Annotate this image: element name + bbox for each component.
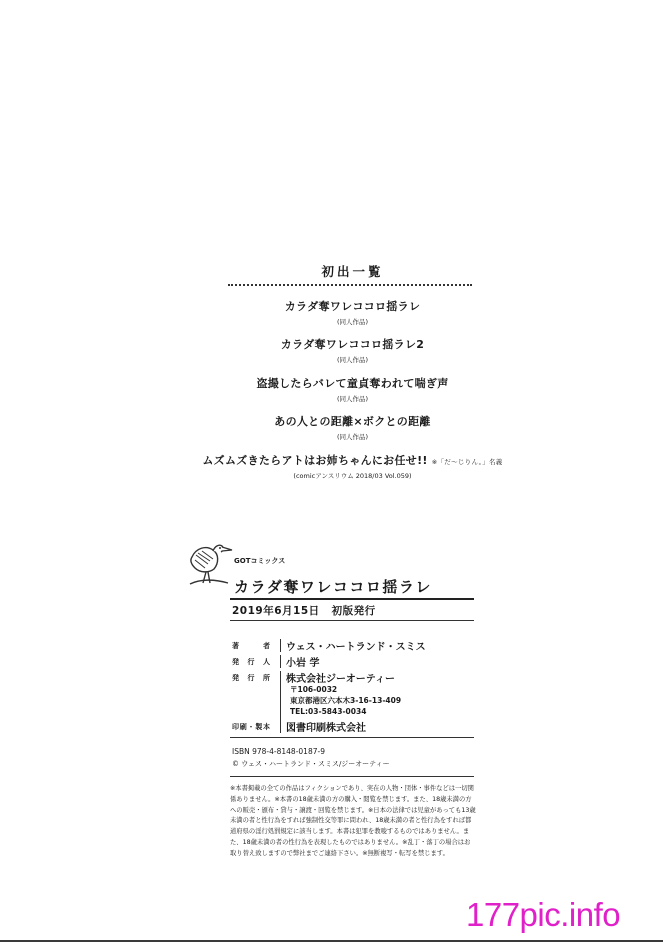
credit-separator [280,655,281,668]
toc-entry-note: (同人作品) [336,318,369,326]
toc-entry [0,413,663,441]
pen-name-note: ※「だ〜じりん。」名義 [431,458,503,466]
address: 東京都港区六本木3-16-13-409 [290,696,402,705]
book-title: カラダ奪ワレココロ揺ラレ [234,578,432,596]
toc-entry-note: (同人作品) [336,433,369,441]
title-divider [230,598,474,600]
toc-entry [0,336,663,364]
author-name: ウェス・ハートランド・スミス [286,642,426,653]
date-divider [230,620,474,621]
toc-entry-note: (同人作品) [336,356,369,364]
publisher-name: 株式会社ジーオーティー [286,674,395,685]
toc-entry-title-row [0,452,663,468]
printer-label: 印刷・製本 [232,723,270,731]
toc-entry-title: ムズムズきたらアトはお姉ちゃんにお任せ!! [202,454,428,467]
credit-separator [280,639,281,652]
imprint-label: GOTコミックス [234,557,286,565]
credits-divider [230,737,474,738]
toc-entry-title: カラダ奪ワレココロ揺ラレ [284,300,421,313]
postal-code: 〒106-0032 [290,685,338,694]
copyright: © ウェス・ハートランド・スミス/ジーオーティー [232,760,390,768]
watermark: 177pic.info [466,896,621,933]
bird-icon [186,541,234,587]
toc-entry-title: あの人との距離×ボクとの距離 [274,415,431,428]
publication-date-row [232,603,376,618]
notice-divider [230,776,474,777]
toc-entry-title: 盗撮したらバレて童貞奪われて喘ぎ声 [256,377,449,390]
author-label: 著者 [232,642,270,650]
legal-notice: ※本書掲載の全ての作品はフィクションであり、実在の人物・団体・事件などは一切関係ありません。※本書の18歳未満の方の購入・閲覧を禁じます。また、18歳未満の方への販売・頒布・貸与・譲渡・回覧を禁じます。※日本の法律では児童があっても13歳未満の者と性行為をすれば強制性交等罪に問われ、18歳未満の者と性行為をすれば都道府県の淫行処罰規定に該当します。本書は犯罪を教唆するものではありません。また、18歳未満の者の性行為を表現したものではありません。※乱丁・落丁の場合はお取り替え致しますので弊社までご連絡下さい。※無断複写・転写を禁じます。 [230,785,476,857]
printer-name: 図書印刷株式会社 [286,723,366,734]
publisher-person-name: 小岩 学 [286,658,320,669]
first-appearances-heading: 初出一覧 [321,264,384,279]
toc-entry-title: カラダ奪ワレココロ揺ラレ2 [280,338,425,351]
credit-separator [280,671,281,721]
telephone: TEL:03-5843-0034 [290,707,367,716]
isbn: ISBN 978-4-8148-0187-9 [232,747,325,756]
publisher-label: 発行所 [232,674,270,682]
toc-entry [0,375,663,403]
toc-entry [0,298,663,326]
credit-separator [280,720,281,733]
toc-entry [0,452,663,480]
toc-entry-note: (同人作品) [336,395,369,403]
dotted-divider [228,284,472,286]
edition-label: 初版発行 [331,605,376,617]
publication-date: 2019年6月15日 [232,605,320,617]
toc-entry-note: (comicアンスリウム 2018/03 Vol.059) [293,472,412,480]
bottom-border [0,940,663,942]
publisher-person-label: 発行人 [232,658,270,666]
